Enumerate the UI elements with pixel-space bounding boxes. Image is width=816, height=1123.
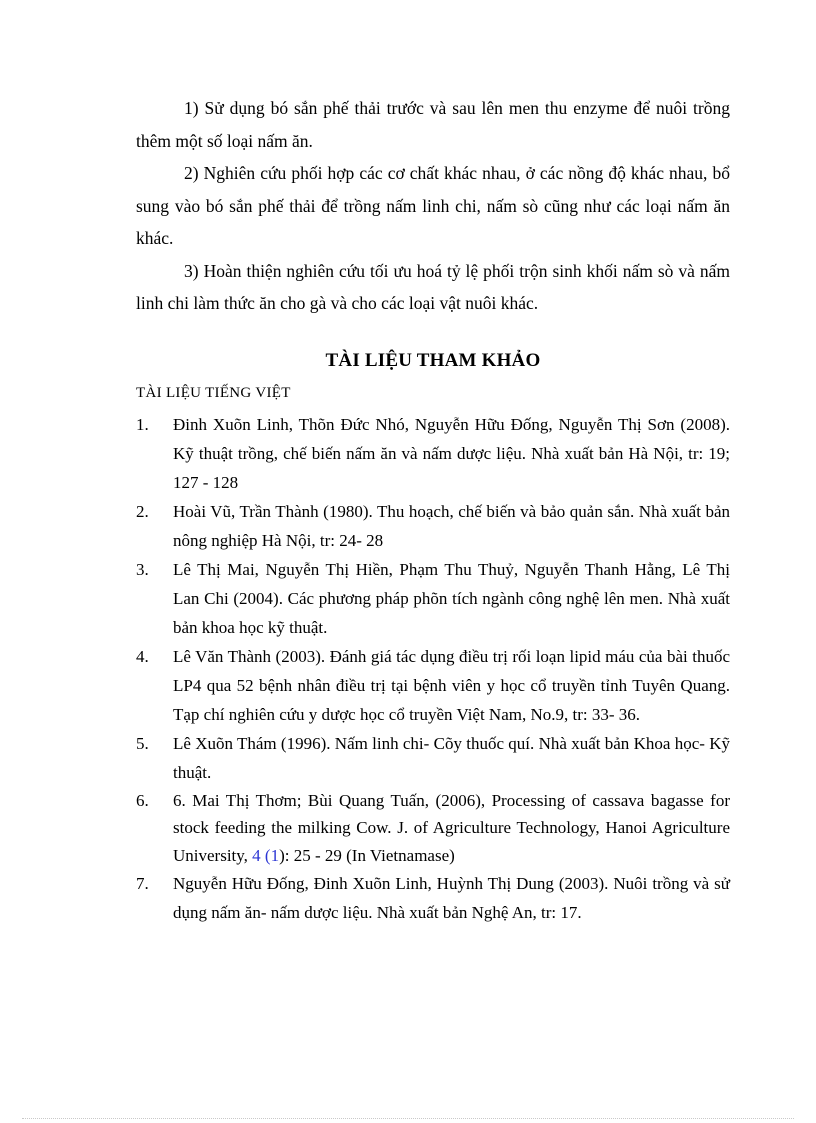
recommendation-3: 3) Hoàn thiện nghiên cứu tối ưu hoá tỷ lệ phối trộn sinh khối nấm sò và nấm linh chi làm thức ăn cho gà và cho các loại vật nuôi khác. — [136, 260, 730, 313]
page-bottom-divider — [22, 1118, 794, 1119]
reference-item — [136, 555, 730, 642]
reference-number: 6. — [136, 790, 149, 810]
reference-list — [136, 410, 730, 928]
reference-item — [136, 729, 730, 787]
reference-number: 2. — [136, 501, 149, 521]
reference-text: Lê Văn Thành (2003). Đánh giá tác dụng điều trị rối loạn lipid máu của bài thuốc LP4 qua 52 bệnh nhân điều trị tại bệnh viên y học cổ truyền tỉnh Tuyên Quang. Tạp chí nghiên cứu y dược học cổ truyền Việt Nam, No.9, tr: 33- 36. — [173, 646, 730, 724]
references-heading: TÀI LIỆU THAM KHẢO — [325, 349, 541, 371]
volume-link[interactable]: 4 — [252, 845, 261, 865]
reference-text: Lê Xuõn Thám (1996). Nấm linh chi- Cõy thuốc quí. Nhà xuất bản Khoa học- Kỹ thuật. — [173, 733, 730, 782]
reference-item — [136, 410, 730, 497]
reference-text-main: 6. Mai Thị Thơm; Bùi Quang Tuấn, (2006), Processing of cassava bagasse for stock feeding the milking Cow. J. of Agriculture Technology, Hanoi Agriculture University, — [173, 790, 730, 865]
document-page — [136, 92, 730, 927]
reference-text-tail: ): 25 - 29 (In Vietnamase) — [279, 845, 455, 865]
reference-number: 4. — [136, 646, 149, 666]
reference-text: Nguyễn Hữu Đống, Đinh Xuõn Linh, Huỳnh Thị Dung (2003). Nuôi trồng và sử dụng nấm ăn- nấm dược liệu. Nhà xuất bản Nghệ An, tr: 17. — [173, 874, 730, 922]
reference-number: 7. — [136, 874, 149, 893]
reference-text: Lê Thị Mai, Nguyễn Thị Hiền, Phạm Thu Thuỷ, Nguyễn Thanh Hằng, Lê Thị Lan Chi (2004). Các phương pháp phõn tích ngành công nghệ lên men. Nhà xuất bản khoa học kỹ thuật. — [173, 559, 730, 637]
reference-item — [136, 497, 730, 555]
issue-open: ( — [260, 845, 271, 865]
reference-number: 3. — [136, 559, 149, 579]
reference-text — [173, 791, 730, 865]
issue-link[interactable]: 1 — [270, 845, 280, 865]
reference-number: 5. — [136, 733, 149, 753]
reference-item — [136, 642, 730, 729]
reference-text: Hoài Vũ, Trần Thành (1980). Thu hoạch, chế biến và bảo quản sắn. Nhà xuất bản nông nghiệp Hà Nội, tr: 24- 28 — [173, 501, 730, 550]
vietnamese-references-subheading: TÀI LIỆU TIẾNG VIỆT — [136, 384, 291, 401]
recommendation-1: 1) Sử dụng bó sắn phế thải trước và sau lên men thu enzyme để nuôi trồng thêm một số loại nấm ăn. — [136, 98, 730, 151]
reference-item — [136, 869, 730, 927]
reference-text: Đinh Xuõn Linh, Thõn Đức Nhó, Nguyễn Hữu Đống, Nguyễn Thị Sơn (2008). Kỹ thuật trồng, chế biến nấm ăn và nấm dược liệu. Nhà xuất bản Hà Nội, tr: 19; 127 - 128 — [173, 414, 730, 492]
reference-number: 1. — [136, 414, 149, 434]
reference-item — [136, 787, 730, 870]
recommendation-2: 2) Nghiên cứu phối hợp các cơ chất khác nhau, ở các nồng độ khác nhau, bổ sung vào bó sắn phế thải để trồng nấm linh chi, nấm sò cũng như các loại nấm ăn khác. — [136, 163, 730, 248]
